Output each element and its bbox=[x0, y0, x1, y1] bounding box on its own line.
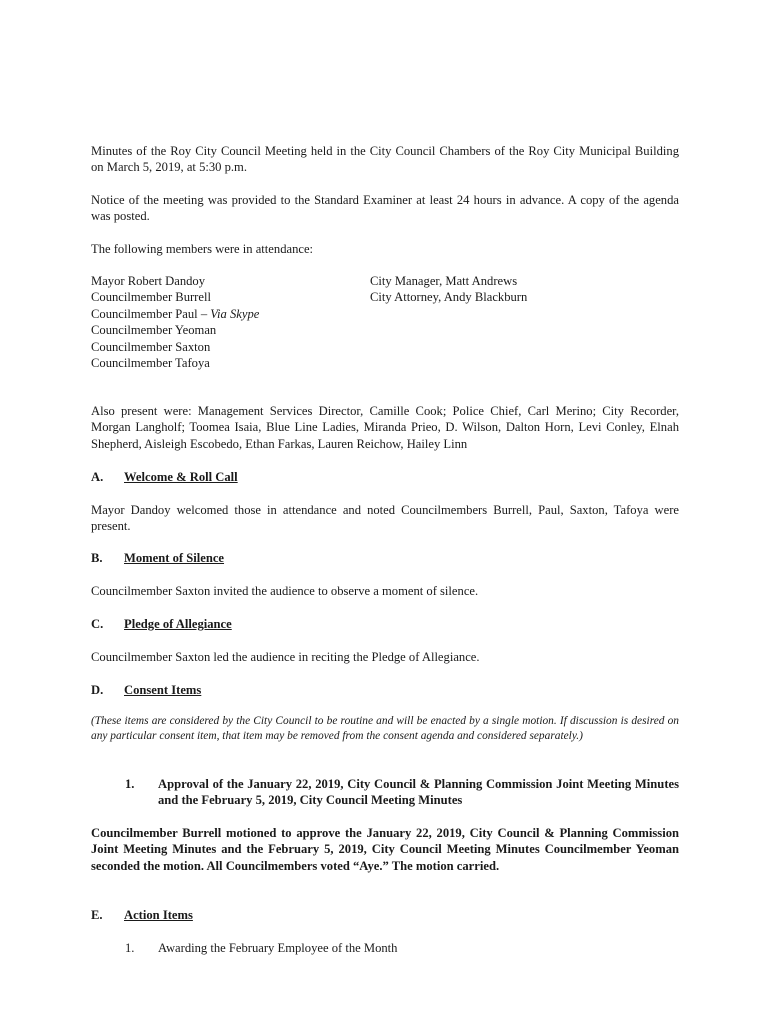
attendee-city-manager: City Manager, Matt Andrews bbox=[370, 274, 518, 288]
attendee-paul bbox=[91, 306, 361, 322]
intro-paragraph-1: Minutes of the Roy City Council Meeting held in the City Council Chambers of the Roy City Municipal Building on March 5, 2019, at 5:30 p.m. bbox=[91, 144, 679, 175]
action-item-1-number: 1. bbox=[125, 941, 135, 955]
section-a-letter: A. bbox=[91, 470, 104, 484]
action-item-1-text: Awarding the February Employee of the Month bbox=[158, 941, 398, 955]
section-d-title: Consent Items bbox=[124, 683, 202, 697]
section-e-title: Action Items bbox=[124, 908, 193, 922]
consent-item-1-text: Approval of the January 22, 2019, City Council & Planning Commission Joint Meeting Minutes and the February 5, 2019, City Council Meeting Minutes bbox=[158, 777, 679, 808]
section-b-letter: B. bbox=[91, 551, 103, 565]
attendance-staff-column bbox=[370, 273, 670, 306]
document-page bbox=[91, 0, 679, 1024]
attendee-tafoya: Councilmember Tafoya bbox=[91, 356, 210, 371]
consent-item-1-number: 1. bbox=[125, 777, 135, 791]
attendee-saxton: Councilmember Saxton bbox=[91, 339, 211, 354]
attendee-paul-name: Councilmember Paul – bbox=[91, 306, 211, 321]
section-c-body: Councilmember Saxton led the audience in reciting the Pledge of Allegiance. bbox=[91, 650, 480, 664]
attendee-mayor: Mayor Robert Dandoy bbox=[91, 274, 206, 288]
section-a-title: Welcome & Roll Call bbox=[124, 470, 238, 484]
also-present-paragraph: Also present were: Management Services Director, Camille Cook; Police Chief, Carl Merino; City Recorder, Morgan Langholf; Toomea Isaia, Blue Line Ladies, Miranda Prieo, D. Wilson, Dalton Horn, Levi Conley, Elnah Shepherd, Aisleigh Escobedo, Ethan Farkas, Lauren Reichow, Hailey Linn bbox=[91, 404, 679, 451]
section-a-body: Mayor Dandoy welcomed those in attendance and noted Councilmembers Burrell, Paul, Saxton, Tafoya were present. bbox=[91, 503, 679, 534]
attendee-city-attorney: City Attorney, Andy Blackburn bbox=[370, 290, 528, 305]
section-b-body: Councilmember Saxton invited the audience to observe a moment of silence. bbox=[91, 584, 479, 598]
attendee-yeoman: Councilmember Yeoman bbox=[91, 323, 217, 338]
section-c-letter: C. bbox=[91, 617, 104, 631]
attendance-intro: The following members were in attendance: bbox=[91, 242, 314, 256]
intro-paragraph-2: Notice of the meeting was provided to the Standard Examiner at least 24 hours in advance. A copy of the agenda was posted. bbox=[91, 193, 679, 224]
section-c-title: Pledge of Allegiance bbox=[124, 617, 232, 631]
attendee-paul-note: Via Skype bbox=[210, 306, 260, 321]
section-e-letter: E. bbox=[91, 908, 103, 922]
attendance-council-column bbox=[91, 273, 361, 371]
attendee-burrell: Councilmember Burrell bbox=[91, 290, 211, 305]
section-b-title: Moment of Silence bbox=[124, 551, 225, 565]
section-d-letter: D. bbox=[91, 683, 104, 697]
consent-items-note: (These items are considered by the City Council to be routine and will be enacted by a single motion. If discussion is desired on any particular consent item, that item may be removed from the consent agenda and considered separately.) bbox=[91, 715, 679, 742]
consent-motion: Councilmember Burrell motioned to approve the January 22, 2019, City Council & Planning Commission Joint Meeting Minutes and the February 5, 2019, City Council Meeting Minutes Councilmember Yeoman seconded the motion. All Councilmembers voted “Aye.” The motion carried. bbox=[91, 826, 679, 873]
